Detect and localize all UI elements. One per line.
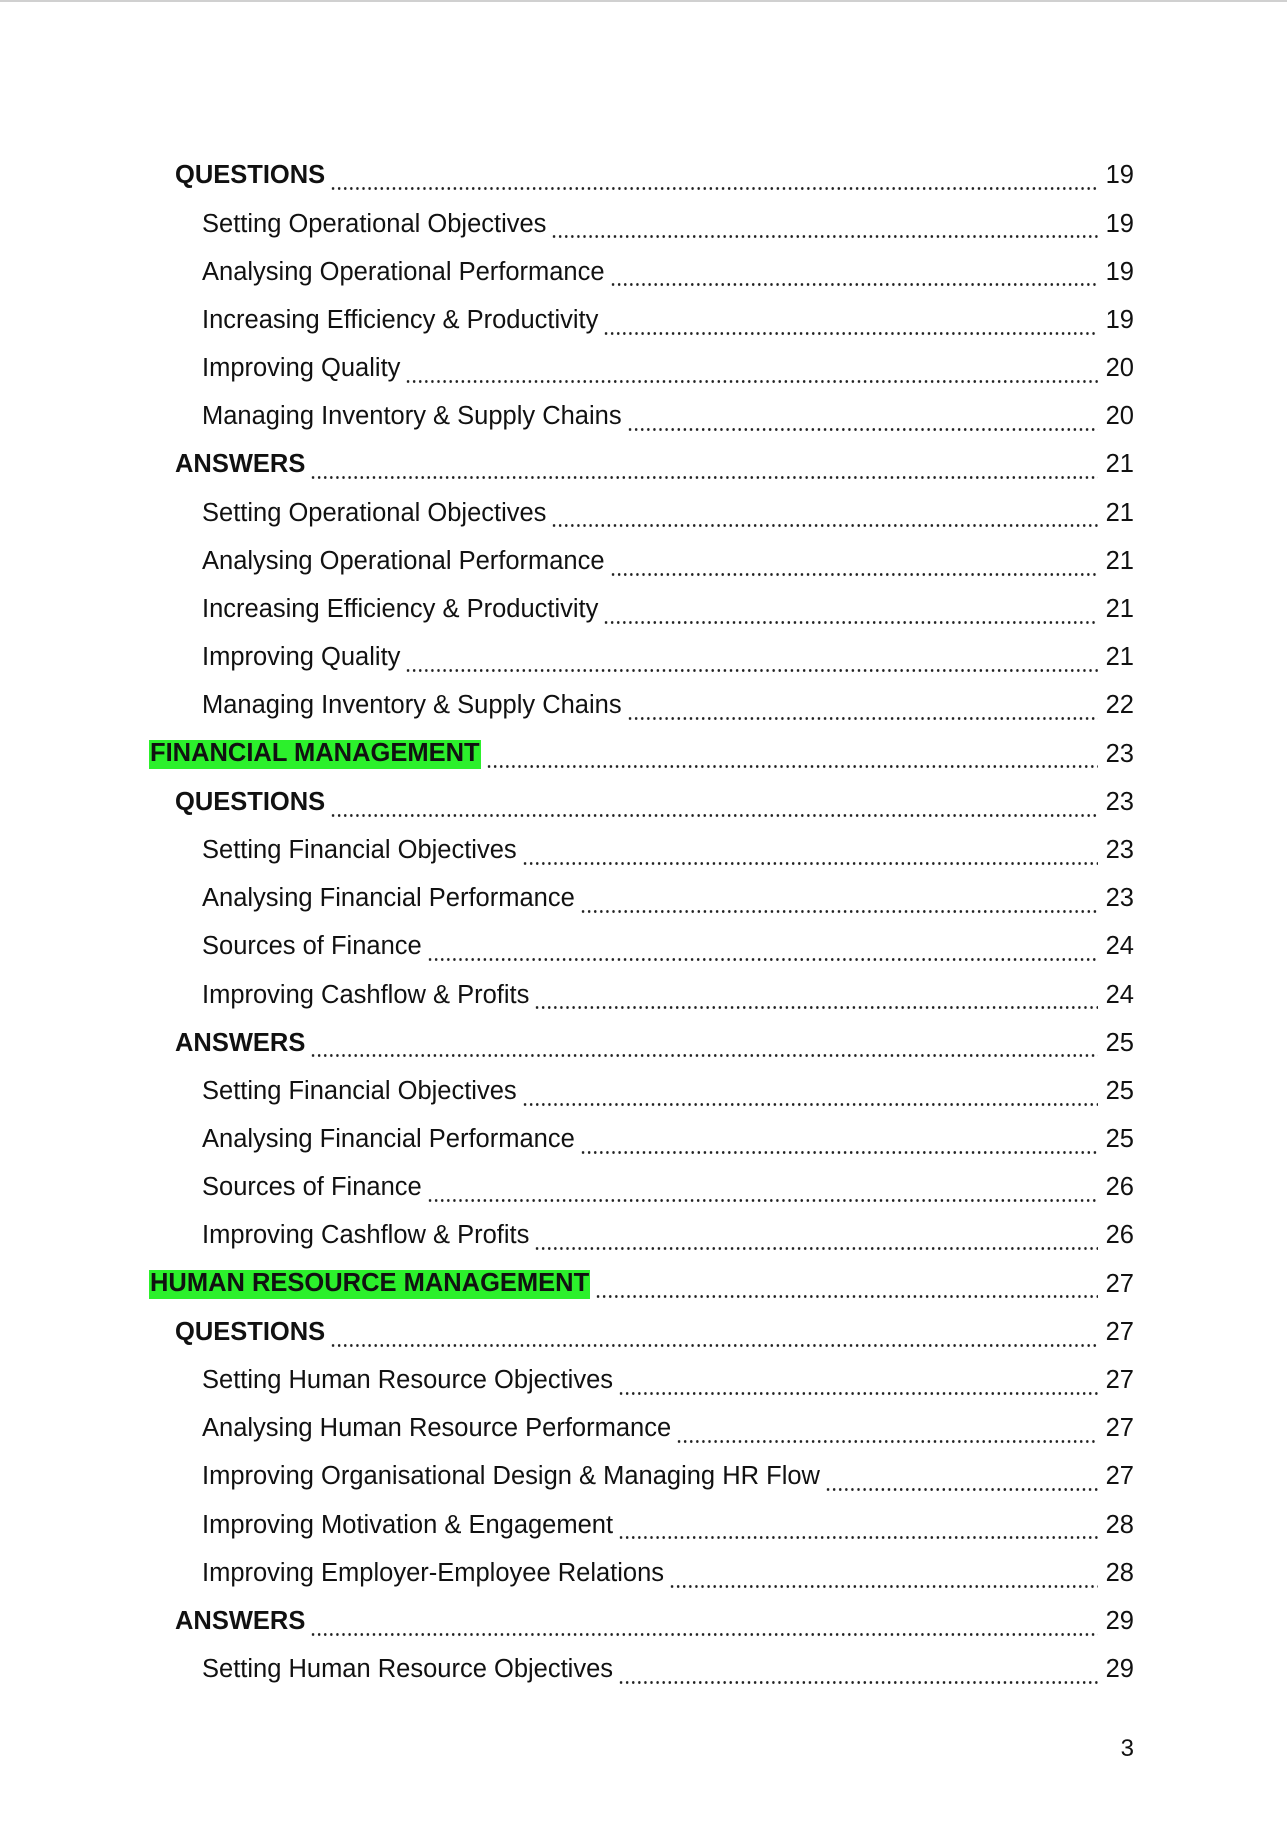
toc-entry[interactable] — [0, 1019, 1287, 1067]
dot-leader — [310, 458, 1098, 480]
toc-page-number: 27 — [1105, 1269, 1134, 1298]
toc-page-number: 27 — [1105, 1317, 1134, 1346]
toc-page-number: 23 — [1105, 787, 1134, 816]
dot-leader — [534, 988, 1098, 1010]
dot-leader — [330, 1326, 1098, 1348]
toc-group-title: ANSWERS — [175, 1606, 306, 1635]
toc-entry[interactable] — [0, 248, 1287, 296]
toc-item-title: Setting Financial Objectives — [202, 1076, 517, 1105]
toc-group-title: QUESTIONS — [175, 787, 326, 816]
toc-entry[interactable] — [0, 1212, 1287, 1260]
dot-leader — [310, 1036, 1098, 1058]
toc-entry[interactable] — [0, 1164, 1287, 1212]
toc-page-number: 19 — [1105, 305, 1134, 334]
toc-entry[interactable] — [0, 1260, 1287, 1308]
toc-page-number: 21 — [1105, 595, 1134, 624]
toc-entry[interactable] — [0, 971, 1287, 1019]
toc-entry[interactable] — [0, 682, 1287, 730]
dot-leader — [427, 940, 1098, 962]
toc-entry[interactable] — [0, 1309, 1287, 1357]
toc-page-number: 28 — [1105, 1558, 1134, 1587]
toc-item-title: Setting Human Resource Objectives — [202, 1366, 614, 1395]
toc-entry[interactable] — [0, 152, 1287, 200]
toc-page-number: 25 — [1105, 1076, 1134, 1105]
toc-item-title: Analysing Operational Performance — [202, 546, 605, 575]
dot-leader — [618, 1374, 1098, 1396]
toc-page-number: 24 — [1105, 980, 1134, 1009]
dot-leader — [551, 506, 1098, 528]
toc-page-number: 23 — [1105, 884, 1134, 913]
dot-leader — [669, 1567, 1098, 1589]
toc-entry[interactable] — [0, 538, 1287, 586]
toc-entry[interactable] — [0, 1357, 1287, 1405]
dot-leader — [618, 1518, 1098, 1540]
dot-leader — [330, 796, 1098, 818]
dot-leader — [603, 314, 1098, 336]
toc-item-title: Analysing Financial Performance — [202, 884, 575, 913]
toc-item-title: Sources of Finance — [202, 932, 422, 961]
toc-entry[interactable] — [0, 730, 1287, 778]
toc-entry[interactable] — [0, 634, 1287, 682]
dot-leader — [405, 362, 1098, 384]
toc-page-number: 21 — [1105, 498, 1134, 527]
toc-entry[interactable] — [0, 778, 1287, 826]
toc-group-title: ANSWERS — [175, 1028, 306, 1057]
toc-item-title: Improving Cashflow & Profits — [202, 980, 530, 1009]
page-top-border — [0, 0, 1287, 2]
toc-entry[interactable] — [0, 297, 1287, 345]
toc-page-number: 29 — [1105, 1655, 1134, 1684]
toc-page-number: 23 — [1105, 739, 1134, 768]
toc-entry[interactable] — [0, 586, 1287, 634]
toc-item-title: Setting Financial Objectives — [202, 835, 517, 864]
toc-item-title: Analysing Financial Performance — [202, 1125, 575, 1154]
toc-item-title: Improving Motivation & Engagement — [202, 1510, 614, 1539]
toc-item-title: Managing Inventory & Supply Chains — [202, 402, 622, 431]
toc-page-number: 24 — [1105, 932, 1134, 961]
toc-page-number: 23 — [1105, 835, 1134, 864]
toc-page-number: 19 — [1105, 257, 1134, 286]
toc-group-title: ANSWERS — [175, 450, 306, 479]
toc-page-number: 27 — [1105, 1414, 1134, 1443]
toc-page-number: 21 — [1105, 546, 1134, 575]
toc-item-title: Analysing Human Resource Performance — [202, 1414, 672, 1443]
page-number: 3 — [1120, 1735, 1134, 1762]
toc-page-number: 28 — [1105, 1510, 1134, 1539]
dot-leader — [534, 1229, 1098, 1251]
toc-entry[interactable] — [0, 345, 1287, 393]
dot-leader — [610, 555, 1098, 577]
toc-entry[interactable] — [0, 1068, 1287, 1116]
toc-entry[interactable] — [0, 1549, 1287, 1597]
toc-item-title: Sources of Finance — [202, 1173, 422, 1202]
toc-item-title: Setting Human Resource Objectives — [202, 1655, 614, 1684]
toc-entry[interactable] — [0, 441, 1287, 489]
dot-leader — [627, 699, 1098, 721]
toc-page-number: 20 — [1105, 354, 1134, 383]
dot-leader — [580, 1133, 1098, 1155]
toc-item-title: Improving Employer-Employee Relations — [202, 1558, 665, 1587]
toc-group-title: QUESTIONS — [175, 1317, 326, 1346]
toc-entry[interactable] — [0, 1598, 1287, 1646]
toc-item-title: Improving Organisational Design & Managing HR Flow — [202, 1462, 820, 1491]
toc-page-number: 25 — [1105, 1125, 1134, 1154]
toc-item-title: Setting Operational Objectives — [202, 498, 547, 527]
toc-page-number: 29 — [1105, 1606, 1134, 1635]
toc-page-number: 21 — [1105, 450, 1134, 479]
dot-leader — [427, 1181, 1098, 1203]
toc-page-number: 20 — [1105, 402, 1134, 431]
toc-entry[interactable] — [0, 489, 1287, 537]
toc-page-number: 25 — [1105, 1028, 1134, 1057]
dot-leader — [825, 1470, 1098, 1492]
toc-entry[interactable] — [0, 200, 1287, 248]
toc-entry[interactable] — [0, 1453, 1287, 1501]
toc-section-title: FINANCIAL MANAGEMENT — [150, 739, 480, 768]
toc-item-title: Improving Cashflow & Profits — [202, 1221, 530, 1250]
toc-item-title: Analysing Operational Performance — [202, 257, 605, 286]
dot-leader — [310, 1615, 1098, 1637]
dot-leader — [330, 169, 1098, 191]
toc-page-number: 19 — [1105, 209, 1134, 238]
dot-leader — [603, 603, 1098, 625]
toc-item-title: Improving Quality — [202, 354, 401, 383]
toc-item-title: Setting Operational Objectives — [202, 209, 547, 238]
dot-leader — [551, 217, 1098, 239]
toc-page-number: 19 — [1105, 161, 1134, 190]
toc-entry[interactable] — [0, 875, 1287, 923]
toc-entry[interactable] — [0, 827, 1287, 875]
toc-entry[interactable] — [0, 1405, 1287, 1453]
dot-leader — [627, 410, 1098, 432]
dot-leader — [618, 1663, 1098, 1685]
toc-page-number: 27 — [1105, 1366, 1134, 1395]
dot-leader — [405, 651, 1098, 673]
toc-item-title: Increasing Efficiency & Productivity — [202, 595, 599, 624]
toc-page-number: 21 — [1105, 643, 1134, 672]
toc-group-title: QUESTIONS — [175, 161, 326, 190]
toc-entry[interactable] — [0, 923, 1287, 971]
dot-leader — [676, 1422, 1098, 1444]
dot-leader — [522, 844, 1098, 866]
toc-page-number: 26 — [1105, 1173, 1134, 1202]
dot-leader — [610, 265, 1098, 287]
toc-page-number: 22 — [1105, 691, 1134, 720]
dot-leader — [486, 747, 1098, 769]
toc-section-title: HUMAN RESOURCE MANAGEMENT — [150, 1269, 590, 1298]
dot-leader — [580, 892, 1098, 914]
dot-leader — [595, 1277, 1098, 1299]
toc-entry[interactable] — [0, 1646, 1287, 1694]
table-of-contents — [0, 152, 1287, 1694]
toc-entry[interactable] — [0, 1116, 1287, 1164]
toc-item-title: Increasing Efficiency & Productivity — [202, 305, 599, 334]
toc-item-title: Improving Quality — [202, 643, 401, 672]
toc-page-number: 26 — [1105, 1221, 1134, 1250]
toc-entry[interactable] — [0, 1501, 1287, 1549]
toc-entry[interactable] — [0, 393, 1287, 441]
toc-item-title: Managing Inventory & Supply Chains — [202, 691, 622, 720]
toc-page-number: 27 — [1105, 1462, 1134, 1491]
dot-leader — [522, 1085, 1098, 1107]
